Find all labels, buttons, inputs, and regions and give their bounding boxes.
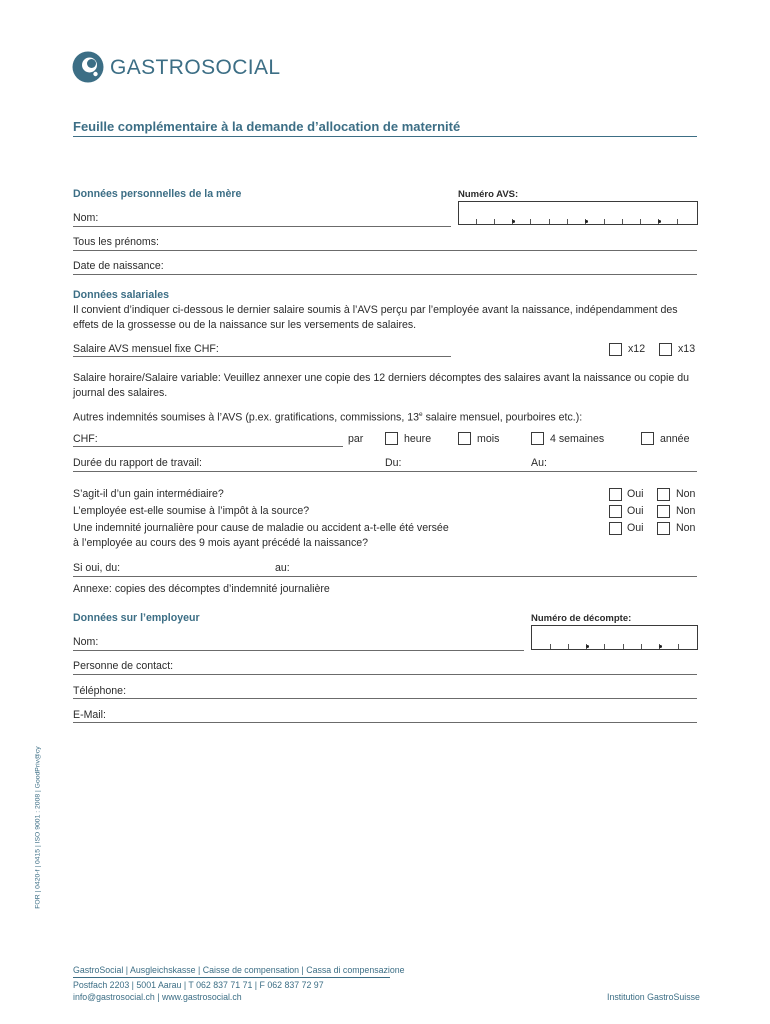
- annex-text: Annexe: copies des décomptes d’indemnité journalière: [73, 583, 330, 595]
- avs-number-label: Numéro AVS:: [458, 189, 519, 200]
- mother-name-field[interactable]: [73, 226, 451, 227]
- avs-number-field[interactable]: [458, 201, 698, 225]
- duration-from-label: Du:: [385, 457, 402, 469]
- period-month-label: mois: [477, 433, 500, 445]
- period-hour-label: heure: [404, 433, 432, 445]
- chf-label: CHF:: [73, 433, 98, 445]
- x13-label: x13: [678, 343, 696, 355]
- mother-name-label: Nom:: [73, 212, 99, 224]
- footer-institution: Institution GastroSuisse: [607, 992, 700, 1002]
- contact-person-field[interactable]: [73, 674, 697, 675]
- mother-heading: Données personnelles de la mère: [73, 188, 242, 200]
- x12-label: x12: [628, 343, 646, 355]
- title-underline: [73, 136, 697, 137]
- q1-oui-label: Oui: [627, 488, 644, 500]
- q3-non-checkbox[interactable]: [657, 522, 670, 535]
- fixed-salary-field[interactable]: [73, 356, 451, 357]
- employer-heading: Données sur l’employeur: [73, 612, 200, 624]
- email-field[interactable]: [73, 722, 697, 723]
- duration-label: Durée du rapport de travail:: [73, 457, 202, 469]
- duration-field[interactable]: [73, 471, 697, 472]
- salary-intro-text: Il convient d’indiquer ci-dessous le dernier salaire soumis à l’AVS perçu par l’employée avant la naissance, indépendamment des effets de la grossesse ou de la naissance sur les versements de salaires.: [73, 304, 678, 331]
- q1-non-label: Non: [676, 488, 696, 500]
- q1-non-checkbox[interactable]: [657, 488, 670, 501]
- decompte-number-field[interactable]: [531, 625, 698, 650]
- q1-oui-checkbox[interactable]: [609, 488, 622, 501]
- period-4weeks-label: 4 semaines: [550, 433, 605, 445]
- question-source-tax: L’employée est-elle soumise à l’impôt à la source?: [73, 505, 310, 517]
- gastrosocial-logo-icon: [72, 51, 104, 83]
- hourly-salary-text: Salaire horaire/Salaire variable: Veuillez annexer une copie des 12 derniers décomptes des salaires avant la naissance ou copie du journal des salaires.: [73, 372, 689, 399]
- footer-divider: [73, 977, 390, 978]
- q3-oui-label: Oui: [627, 522, 644, 534]
- salary-heading: Données salariales: [73, 289, 169, 301]
- logo: [72, 51, 312, 83]
- mother-birthdate-field[interactable]: [73, 274, 697, 275]
- q3-oui-checkbox[interactable]: [609, 522, 622, 535]
- q2-non-label: Non: [676, 505, 696, 517]
- logo-text: GASTROSOCIAL: [110, 56, 281, 79]
- question-daily-allowance: Une indemnité journalière pour cause de maladie ou accident a-t-elle été versée: [73, 522, 449, 534]
- mother-firstnames-field[interactable]: [73, 250, 697, 251]
- q2-non-checkbox[interactable]: [657, 505, 670, 518]
- email-label: E-Mail:: [73, 709, 106, 721]
- employer-name-field[interactable]: [73, 650, 524, 651]
- q2-oui-label: Oui: [627, 505, 644, 517]
- other-allowances-label: Autres indemnités soumises à l’AVS (p.ex. gratifications, commissions, 13e salaire mensuel, pourboires etc.):: [73, 411, 583, 424]
- x13-checkbox[interactable]: [659, 343, 672, 356]
- si-oui-du-label: Si oui, du:: [73, 562, 121, 574]
- phone-field[interactable]: [73, 698, 697, 699]
- page-title: Feuille complémentaire à la demande d’allocation de maternité: [73, 119, 461, 134]
- fixed-salary-label: Salaire AVS mensuel fixe CHF:: [73, 343, 219, 355]
- x12-checkbox[interactable]: [609, 343, 622, 356]
- period-year-checkbox[interactable]: [641, 432, 654, 445]
- form-reference-side-text: FOR | 0420-f | 0415 | ISO 9001 : 2008 | GoodPriv@cy: [34, 746, 42, 909]
- footer-contact: info@gastrosocial.ch | www.gastrosocial.ch: [73, 992, 242, 1002]
- footer-organisation: GastroSocial | Ausgleichskasse | Caisse de compensation | Cassa di compensazione: [73, 965, 405, 975]
- par-label: par: [348, 433, 364, 445]
- question-daily-allowance-cont: à l’employée au cours des 9 mois ayant précédé la naissance?: [73, 537, 369, 549]
- period-hour-checkbox[interactable]: [385, 432, 398, 445]
- mother-birthdate-label: Date de naissance:: [73, 260, 164, 272]
- q2-oui-checkbox[interactable]: [609, 505, 622, 518]
- decompte-number-label: Numéro de décompte:: [531, 613, 632, 624]
- period-year-label: année: [660, 433, 690, 445]
- phone-label: Téléphone:: [73, 685, 127, 697]
- question-intermediate-gain: S’agit-il d’un gain intermédiaire?: [73, 488, 224, 500]
- footer-address: Postfach 2203 | 5001 Aarau | T 062 837 71 71 | F 062 837 72 97: [73, 980, 324, 990]
- mother-firstnames-label: Tous les prénoms:: [73, 236, 159, 248]
- duration-to-label: Au:: [531, 457, 547, 469]
- si-oui-au-label: au:: [275, 562, 290, 574]
- period-month-checkbox[interactable]: [458, 432, 471, 445]
- chf-amount-field[interactable]: [73, 446, 343, 447]
- employer-name-label: Nom:: [73, 636, 99, 648]
- period-4weeks-checkbox[interactable]: [531, 432, 544, 445]
- q3-non-label: Non: [676, 522, 696, 534]
- contact-person-label: Personne de contact:: [73, 660, 174, 672]
- allowance-period-field[interactable]: [73, 576, 697, 577]
